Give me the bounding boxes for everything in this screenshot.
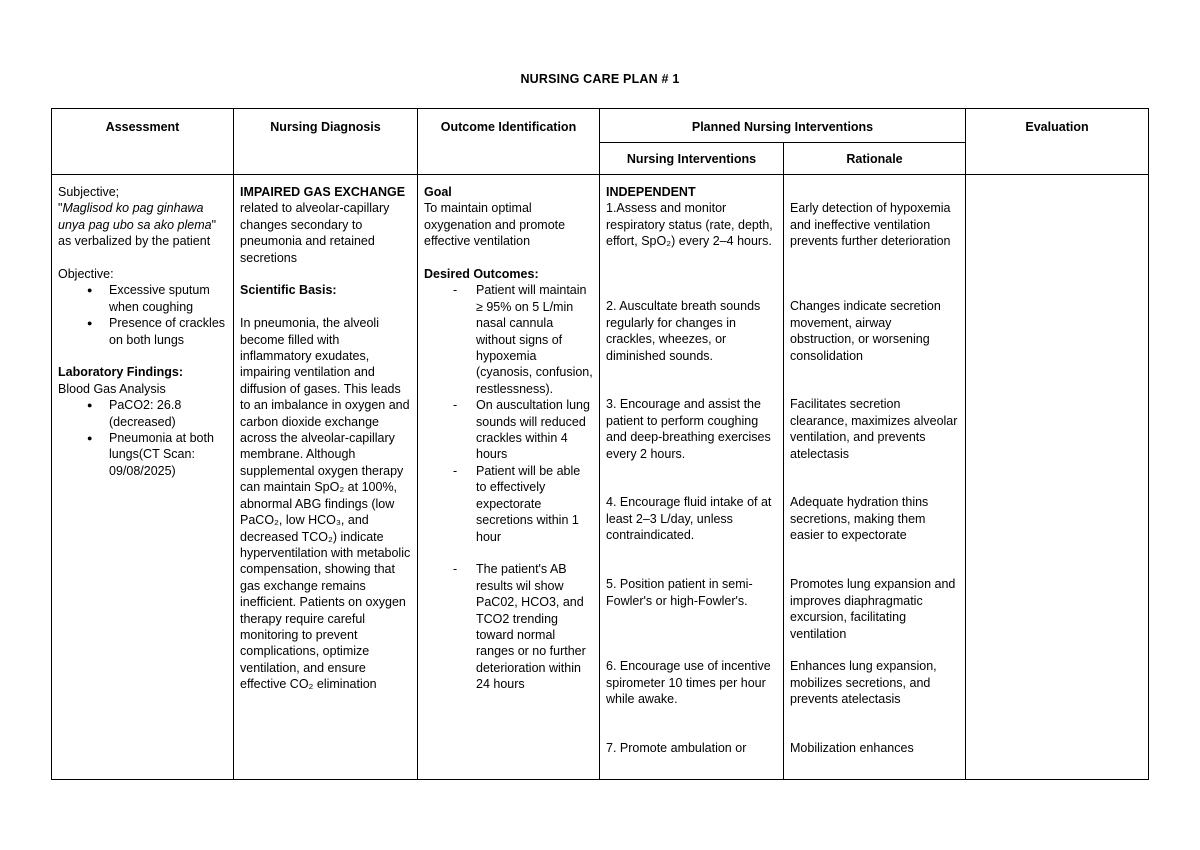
list-item: ● Pneumonia at both lungs(CT Scan: 09/08/2025)	[87, 430, 227, 479]
objective-list	[58, 282, 227, 348]
list-item: - The patient's AB results wil show PaC02, HCO3, and TCO2 trending toward normal ranges or no further deterioration within 24 hours	[453, 561, 593, 692]
header-evaluation: Evaluation	[966, 109, 1149, 175]
outcome-cell	[418, 175, 600, 780]
objective-label: Objective:	[58, 267, 114, 282]
intervention-item: 7. Promote ambulation or	[606, 741, 747, 756]
page-title: NURSING CARE PLAN # 1	[520, 72, 680, 86]
assessment-cell	[52, 175, 234, 780]
rationale-item: Mobilization enhances	[790, 741, 914, 756]
independent-label: INDEPENDENT	[606, 185, 696, 199]
rationale-item: Changes indicate secretion movement, airway obstruction, or worsening consolidation	[790, 299, 941, 363]
rationale-cell	[784, 175, 966, 780]
header-nursing-interventions: Nursing Interventions	[600, 143, 784, 175]
rationale-item: Promotes lung expansion and improves diaphragmatic excursion, facilitating ventilation	[790, 577, 956, 641]
goal-text: To maintain optimal oxygenation and promote effective ventilation	[424, 201, 566, 249]
intervention-item: 2. Auscultate breath sounds regularly for changes in crackles, wheezes, or diminished sounds.	[606, 299, 761, 363]
rationale-item: Early detection of hypoxemia and ineffective ventilation prevents further deterioration	[790, 201, 951, 249]
list-item: - Patient will maintain ≥ 95% on 5 L/min nasal cannula without signs of hypoxemia (cyanosis, confusion, restlessness).	[453, 282, 593, 397]
header-assessment: Assessment	[52, 109, 234, 175]
intervention-item: 1.Assess and monitor respiratory status (rate, depth, effort, SpO₂) every 2–4 hours.	[606, 201, 773, 249]
evaluation-cell	[966, 175, 1149, 780]
diagnosis-cell	[234, 175, 418, 780]
lab-list	[58, 397, 227, 479]
scientific-basis-text: In pneumonia, the alveoli become filled with inflammatory exudates, impairing ventilation and diffusion of gases. This leads to an imbalance in oxygen and carbon dioxide exchange across the alveolar-capillary membrane. Although supplemental oxygen therapy can maintain SpO₂ at 100%, abnormal ABG findings (low PaCO₂, low HCO₃, and decreased TCO₂) indicate hyperventilation with metabolic compensation, showing that gas exchange remains inefficient. Patients on oxygen therapy require careful monitoring to prevent complications, optimize ventilation, and ensure effective CO₂ elimination	[240, 316, 411, 692]
header-rationale: Rationale	[784, 143, 966, 175]
rationale-item: Facilitates secretion clearance, maximizes alveolar ventilation, and prevents atelectasis	[790, 397, 958, 461]
desired-outcomes-label: Desired Outcomes:	[424, 267, 539, 282]
diagnosis-statement: IMPAIRED GAS EXCHANGE related to alveolar-capillary changes secondary to pneumonia and retained secretions	[240, 185, 406, 265]
rationale-item: Enhances lung expansion, mobilizes secretions, and prevents atelectasis	[790, 659, 937, 707]
desired-outcomes-list	[424, 282, 593, 692]
intervention-item: 3. Encourage and assist the patient to perform coughing and deep-breathing exercises every 2 hours.	[606, 397, 771, 461]
intervention-item: 5. Position patient in semi-Fowler's or high-Fowler's.	[606, 577, 753, 608]
list-item: - On auscultation lung sounds will reduced crackles within 4 hours	[453, 397, 593, 463]
list-item: ● Presence of crackles on both lungs	[87, 315, 227, 348]
lab-findings-label: Laboratory Findings:	[58, 365, 183, 380]
subjective-label: Subjective;	[58, 185, 120, 199]
care-plan-table	[51, 108, 1149, 780]
intervention-item: 4. Encourage fluid intake of at least 2–3 L/day, unless contraindicated.	[606, 495, 772, 543]
list-item: - Patient will be able to effectively expectorate secretions within 1 hour	[453, 463, 593, 545]
subjective-quote: "Maglisod ko pag ginhawa unya pag ubo sa ako plema" as verbalized by the patient	[58, 201, 217, 249]
interventions-cell	[600, 175, 784, 780]
scientific-basis-label: Scientific Basis:	[240, 283, 337, 298]
lab-sub-label: Blood Gas Analysis	[58, 381, 166, 396]
goal-label: Goal	[424, 185, 452, 199]
header-planned-interventions: Planned Nursing Interventions	[600, 109, 966, 143]
rationale-item: Adequate hydration thins secretions, making them easier to expectorate	[790, 495, 929, 543]
intervention-item: 6. Encourage use of incentive spirometer 10 times per hour while awake.	[606, 659, 771, 707]
list-item: ● Excessive sputum when coughing	[87, 282, 227, 315]
header-outcome: Outcome Identification	[418, 109, 600, 175]
header-diagnosis: Nursing Diagnosis	[234, 109, 418, 175]
list-item: ● PaCO2: 26.8 (decreased)	[87, 397, 227, 430]
